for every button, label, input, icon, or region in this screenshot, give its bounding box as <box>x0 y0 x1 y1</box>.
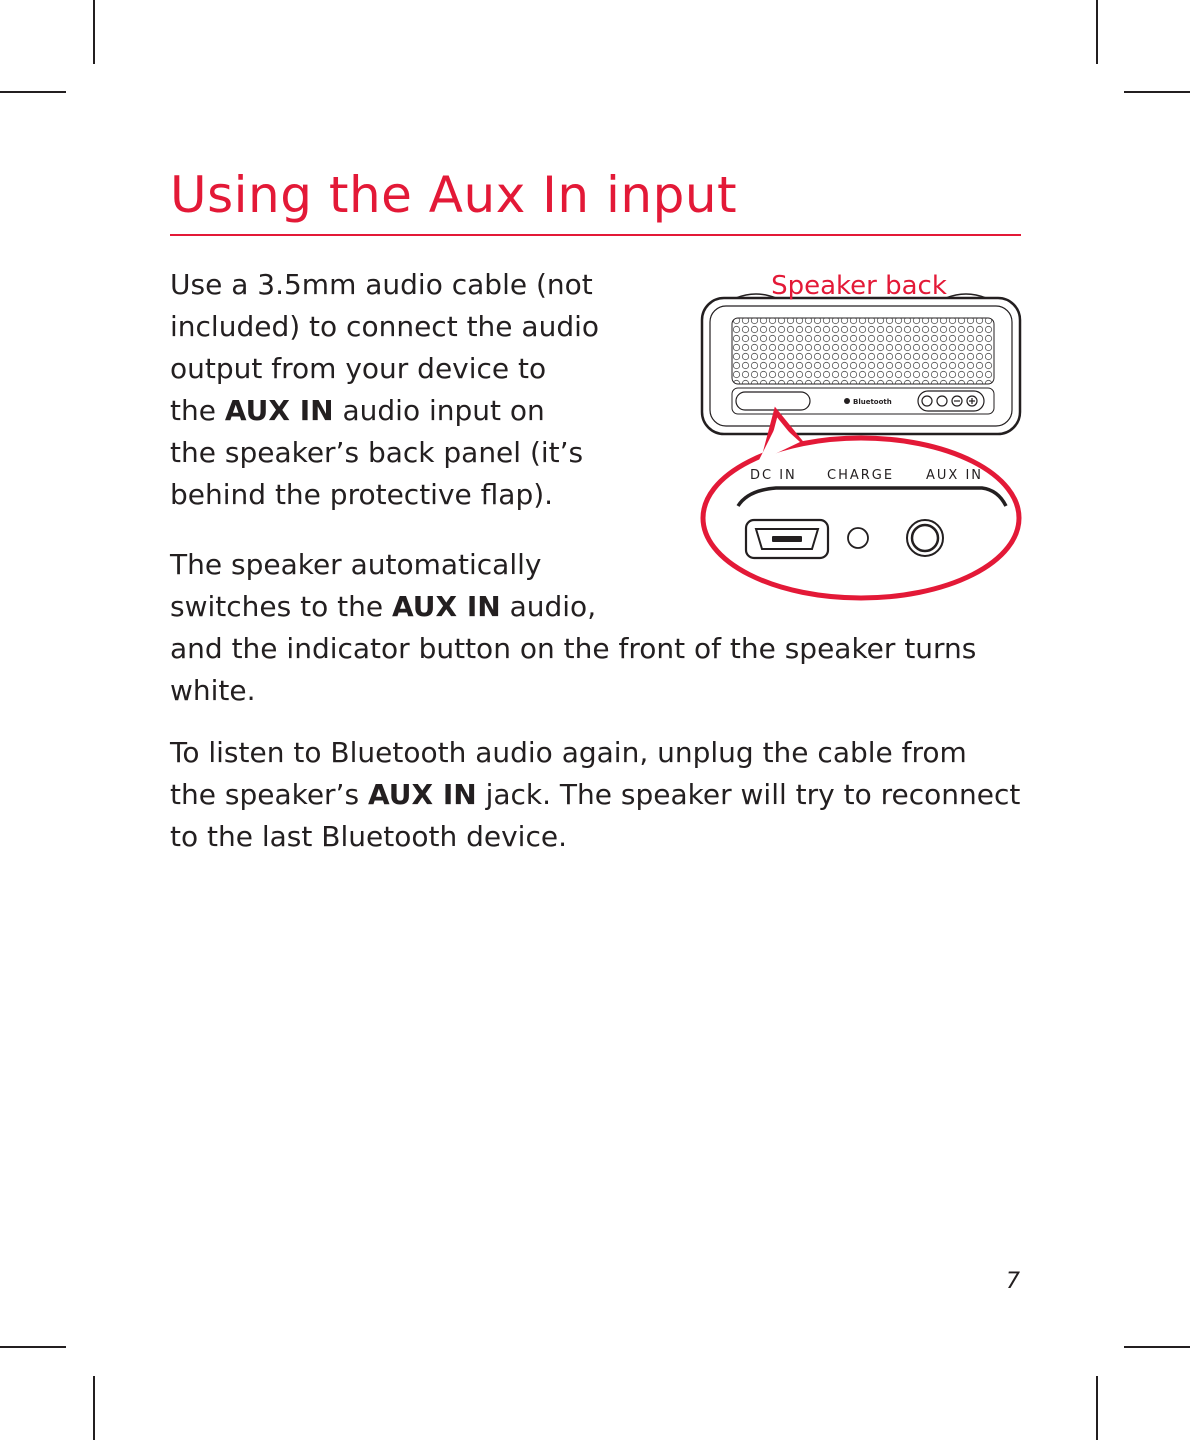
port-label-dc-in: DC IN <box>750 468 797 483</box>
text-line: white. <box>170 674 256 707</box>
aux-in-emphasis: AUX IN <box>391 590 501 623</box>
crop-mark-bottom-left <box>0 1346 66 1348</box>
speaker-back-figure <box>696 262 1026 612</box>
crop-mark-top-right <box>1124 91 1190 93</box>
text-line: To listen to Bluetooth audio again, unplug the cable from <box>170 736 967 769</box>
text-line: audio input on <box>333 394 545 427</box>
bluetooth-logo-text: Bluetooth <box>853 398 892 406</box>
text-line: switches to the <box>170 590 392 623</box>
page-title: Using the Aux In input <box>170 166 738 224</box>
port-flap <box>736 392 810 410</box>
text-line: The speaker automatically <box>170 548 542 581</box>
callout-circle-icon <box>703 438 1019 598</box>
paragraph-bluetooth-return <box>170 732 1020 858</box>
aux-in-emphasis: AUX IN <box>367 778 477 811</box>
paragraph-aux-cable <box>170 264 599 516</box>
bluetooth-icon <box>844 398 850 404</box>
crop-mark-bottom-right <box>1124 1346 1190 1348</box>
figure-caption: Speaker back <box>771 271 947 301</box>
port-label-charge: CHARGE <box>827 468 895 483</box>
text-line: output from your device to <box>170 352 547 385</box>
text-line: to the last Bluetooth device. <box>170 820 567 853</box>
aux-in-emphasis: AUX IN <box>224 394 334 427</box>
text-line: the <box>170 394 225 427</box>
port-label-aux-in: AUX IN <box>926 468 984 483</box>
text-line: audio, <box>500 590 597 623</box>
text-line: and the indicator button on the front of the speaker turns <box>170 632 977 665</box>
title-divider <box>170 234 1021 236</box>
speaker-back-illustration <box>696 262 1026 612</box>
text-line: behind the protective flap). <box>170 478 554 511</box>
text-line: the speaker’s back panel (it’s <box>170 436 584 469</box>
text-line: included) to connect the audio <box>170 310 600 343</box>
text-line: jack. The speaker will try to reconnect <box>476 778 1021 811</box>
crop-mark-top-right <box>1096 0 1098 64</box>
crop-mark-top-left <box>93 0 95 64</box>
text-line: Use a 3.5mm audio cable (not <box>170 268 593 301</box>
text-line: the speaker’s <box>170 778 368 811</box>
charge-led-icon <box>848 528 868 548</box>
page-number: 7 <box>1006 1269 1020 1294</box>
crop-mark-top-left <box>0 91 66 93</box>
crop-mark-bottom-right <box>1096 1376 1098 1440</box>
speaker-grille <box>732 318 994 384</box>
crop-mark-bottom-left <box>93 1376 95 1440</box>
